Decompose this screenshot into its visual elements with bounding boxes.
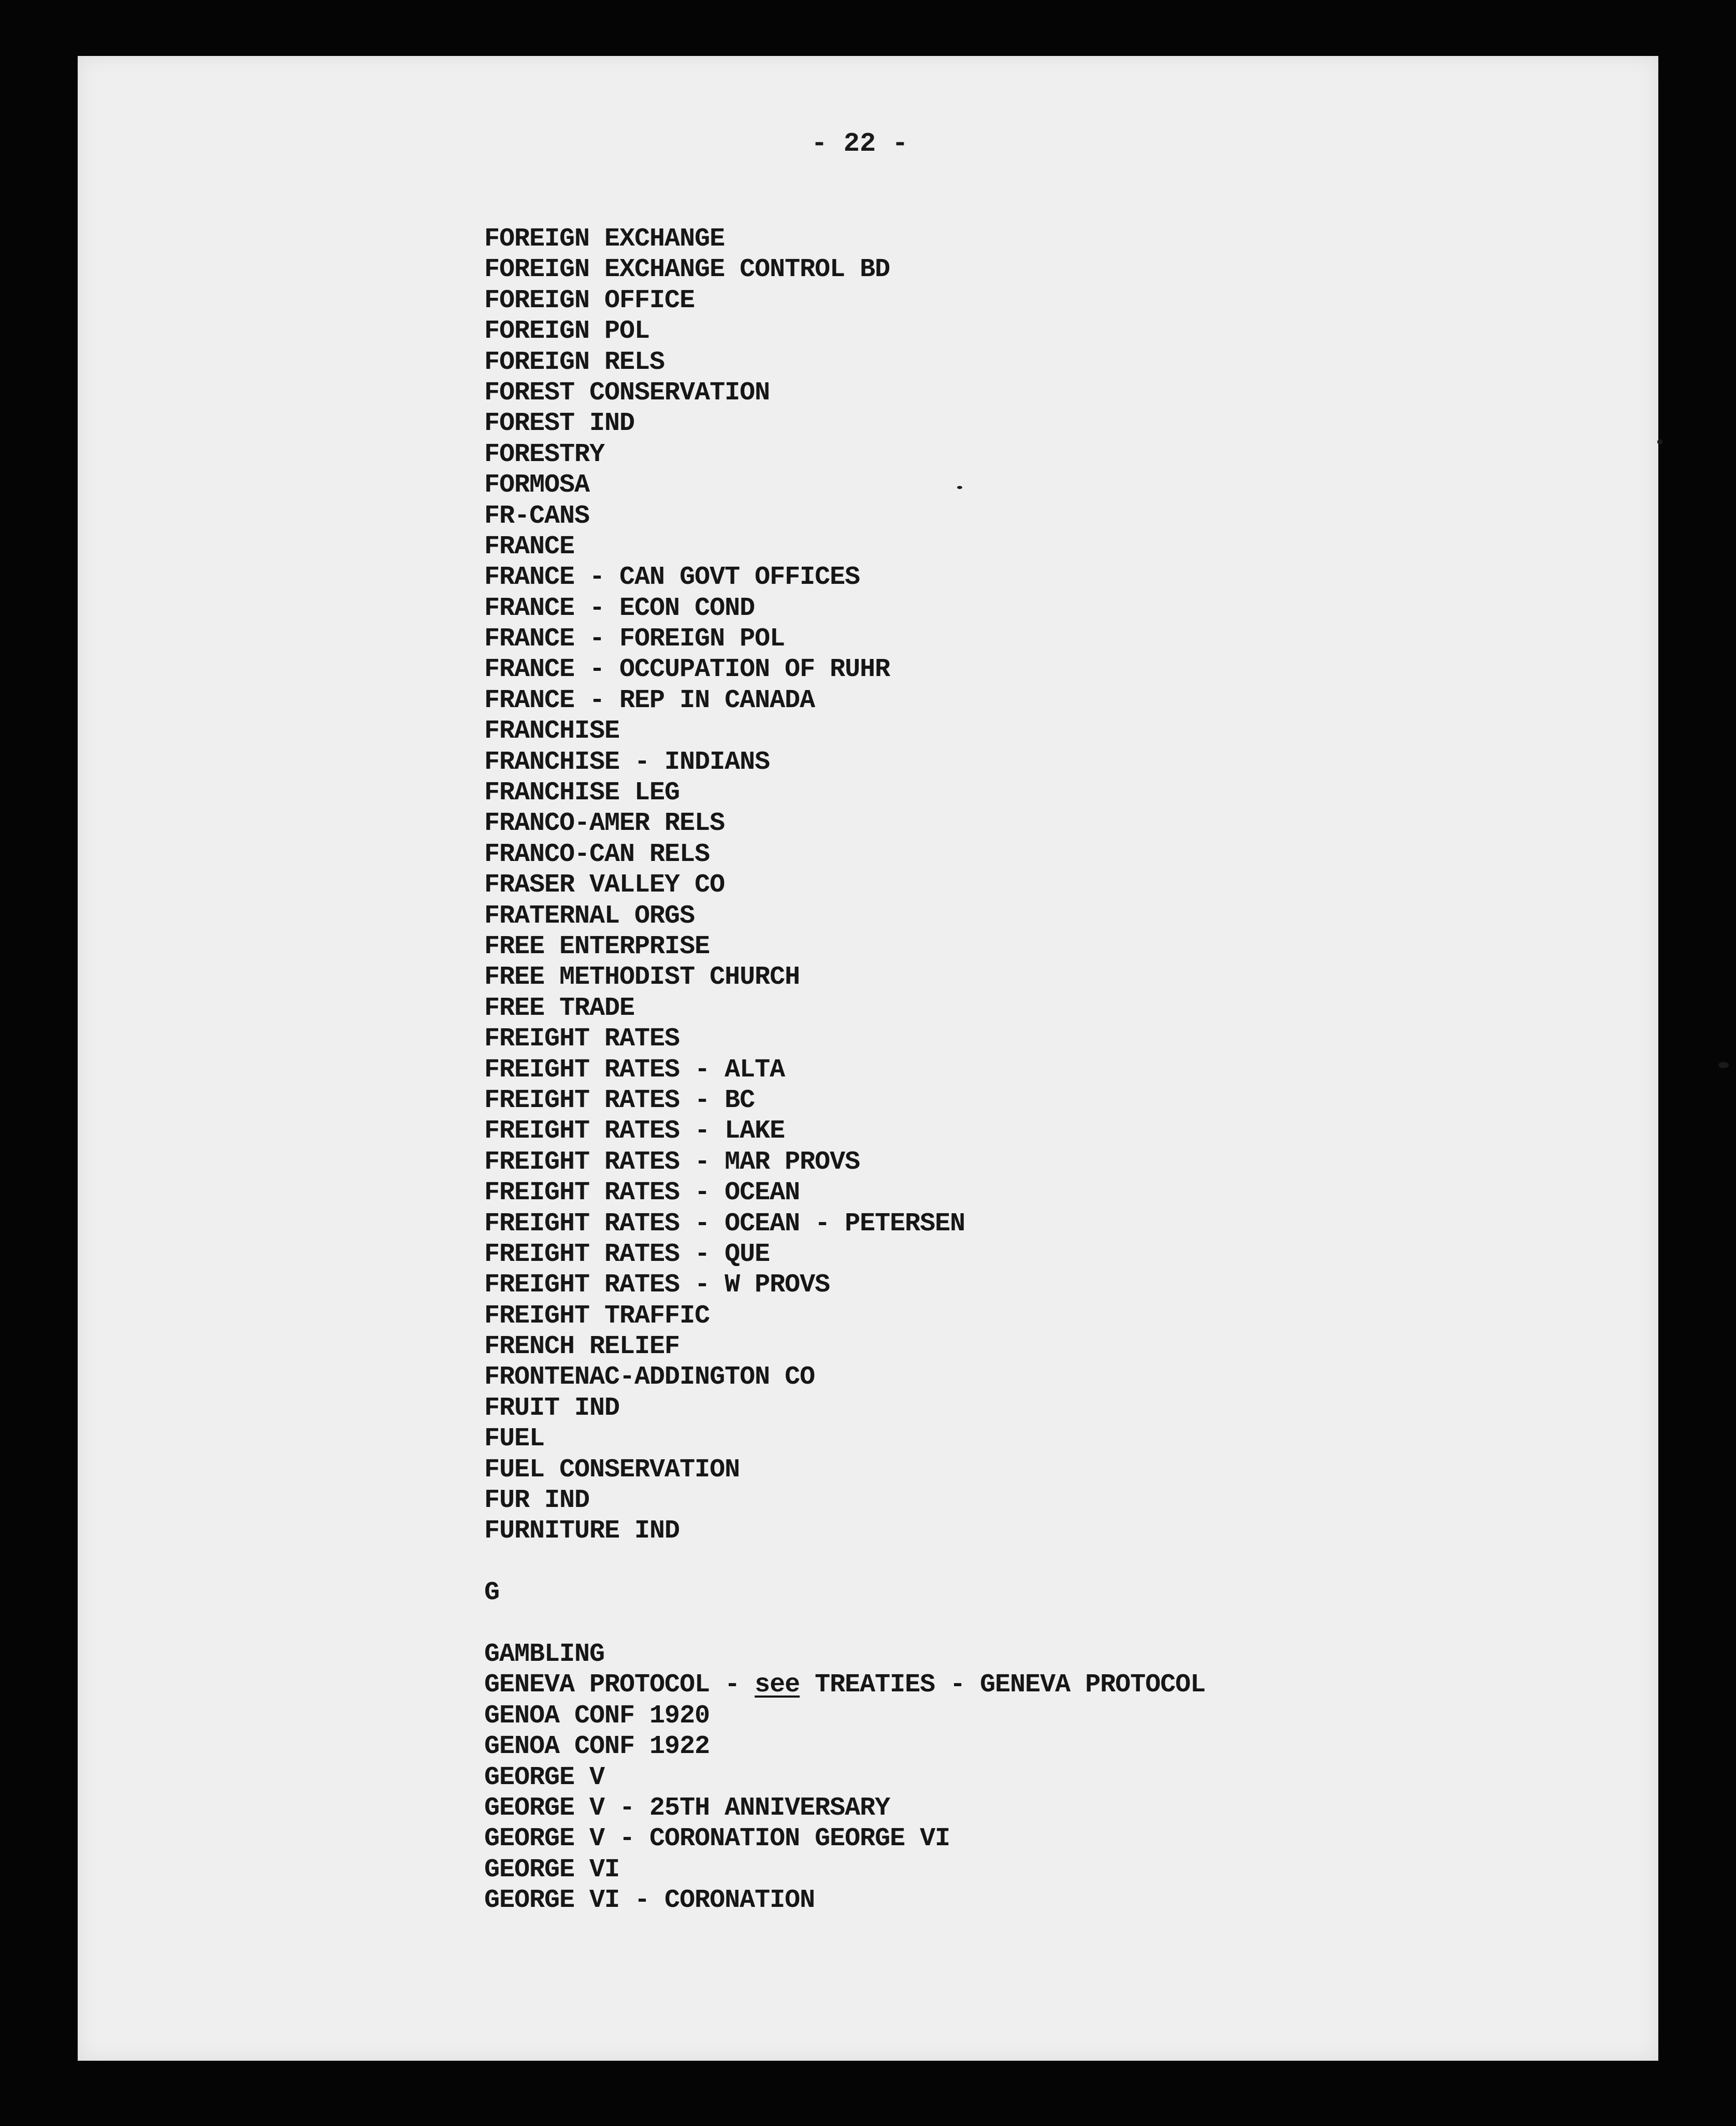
- index-entry: GEORGE VI - CORONATION: [484, 1886, 815, 1916]
- index-entry: GENOA CONF 1920: [484, 1701, 710, 1731]
- index-entry: FUEL: [484, 1424, 545, 1454]
- index-entry: FRANCO-AMER RELS: [484, 809, 725, 839]
- index-entry: FRANCE - ECON COND: [484, 593, 755, 623]
- index-entry: FREIGHT RATES - BC: [484, 1085, 755, 1115]
- index-entry: FORMOSA: [484, 470, 590, 500]
- index-entry: FREIGHT RATES - ALTA: [484, 1055, 785, 1085]
- section-letter-heading: G: [484, 1578, 500, 1608]
- scan-speck: [1718, 1062, 1729, 1068]
- index-entry: FRANCE - FOREIGN POL: [484, 624, 785, 654]
- index-entry: FREE TRADE: [484, 993, 635, 1023]
- section-spacer: [484, 1547, 1205, 1577]
- cross-ref-target: TREATIES - GENEVA PROTOCOL: [800, 1670, 1206, 1700]
- index-entry: FREIGHT RATES - QUE: [484, 1239, 770, 1269]
- scan-speck: [957, 486, 962, 489]
- index-entry: GEORGE V: [484, 1762, 605, 1792]
- index-entry: FRASER VALLEY CO: [484, 870, 725, 900]
- index-entry: FRUIT IND: [484, 1393, 620, 1423]
- index-entry: FREIGHT RATES - W PROVS: [484, 1270, 830, 1300]
- index-entry: FUEL CONSERVATION: [484, 1455, 740, 1485]
- index-entry: FR-CANS: [484, 501, 590, 531]
- index-entry: GENOA CONF 1922: [484, 1732, 710, 1762]
- section-spacer: [484, 1608, 1205, 1639]
- index-entry: FREE ENTERPRISE: [484, 931, 710, 961]
- index-entry: GEORGE VI: [484, 1855, 620, 1885]
- page-number: - 22 -: [811, 128, 908, 159]
- index-entry: FREIGHT RATES - LAKE: [484, 1116, 785, 1146]
- scan-speck: [1657, 439, 1662, 444]
- index-entry: FRANCHISE - INDIANS: [484, 747, 770, 777]
- index-entry: FRATERNAL ORGS: [484, 901, 695, 931]
- index-entry: FREIGHT RATES: [484, 1024, 680, 1054]
- cross-reference-entry: [484, 1670, 1205, 1700]
- index-entry: FRANCE - CAN GOVT OFFICES: [484, 563, 860, 593]
- index-entry: FREIGHT RATES - OCEAN: [484, 1178, 800, 1208]
- index-entry: FOREIGN RELS: [484, 347, 665, 377]
- index-entry: GEORGE V - CORONATION GEORGE VI: [484, 1824, 950, 1854]
- index-entry: GAMBLING: [484, 1639, 605, 1669]
- index-entry: FOREST IND: [484, 409, 635, 439]
- index-entry: FRENCH RELIEF: [484, 1332, 680, 1362]
- index-entry: FOREIGN EXCHANGE CONTROL BD: [484, 255, 890, 285]
- index-entry: FREIGHT RATES - OCEAN - PETERSEN: [484, 1209, 965, 1239]
- index-entry: FRANCHISE: [484, 716, 620, 746]
- index-entry: FOREST CONSERVATION: [484, 378, 770, 408]
- index-entry: FRANCE: [484, 532, 575, 562]
- index-entry: FUR IND: [484, 1486, 590, 1516]
- index-entry: FRANCE - OCCUPATION OF RUHR: [484, 655, 890, 685]
- index-entry: FURNITURE IND: [484, 1516, 680, 1546]
- index-entry: FOREIGN EXCHANGE: [484, 224, 725, 254]
- index-entry: FRANCHISE LEG: [484, 778, 680, 808]
- see-reference-word: see: [755, 1670, 800, 1700]
- index-entry: GEORGE V - 25TH ANNIVERSARY: [484, 1793, 890, 1823]
- index-entry: FRANCE - REP IN CANADA: [484, 685, 815, 715]
- index-entry: FREIGHT RATES - MAR PROVS: [484, 1147, 860, 1177]
- index-entry: FOREIGN POL: [484, 317, 650, 347]
- cross-ref-heading: GENEVA PROTOCOL -: [484, 1670, 755, 1700]
- index-entry: FREE METHODIST CHURCH: [484, 963, 800, 993]
- index-list: [484, 224, 1205, 1916]
- index-entry: FRONTENAC-ADDINGTON CO: [484, 1362, 815, 1392]
- index-entry: FORESTRY: [484, 439, 605, 469]
- index-entry: FOREIGN OFFICE: [484, 285, 695, 315]
- index-entry: FREIGHT TRAFFIC: [484, 1301, 710, 1331]
- index-entry: FRANCO-CAN RELS: [484, 839, 710, 869]
